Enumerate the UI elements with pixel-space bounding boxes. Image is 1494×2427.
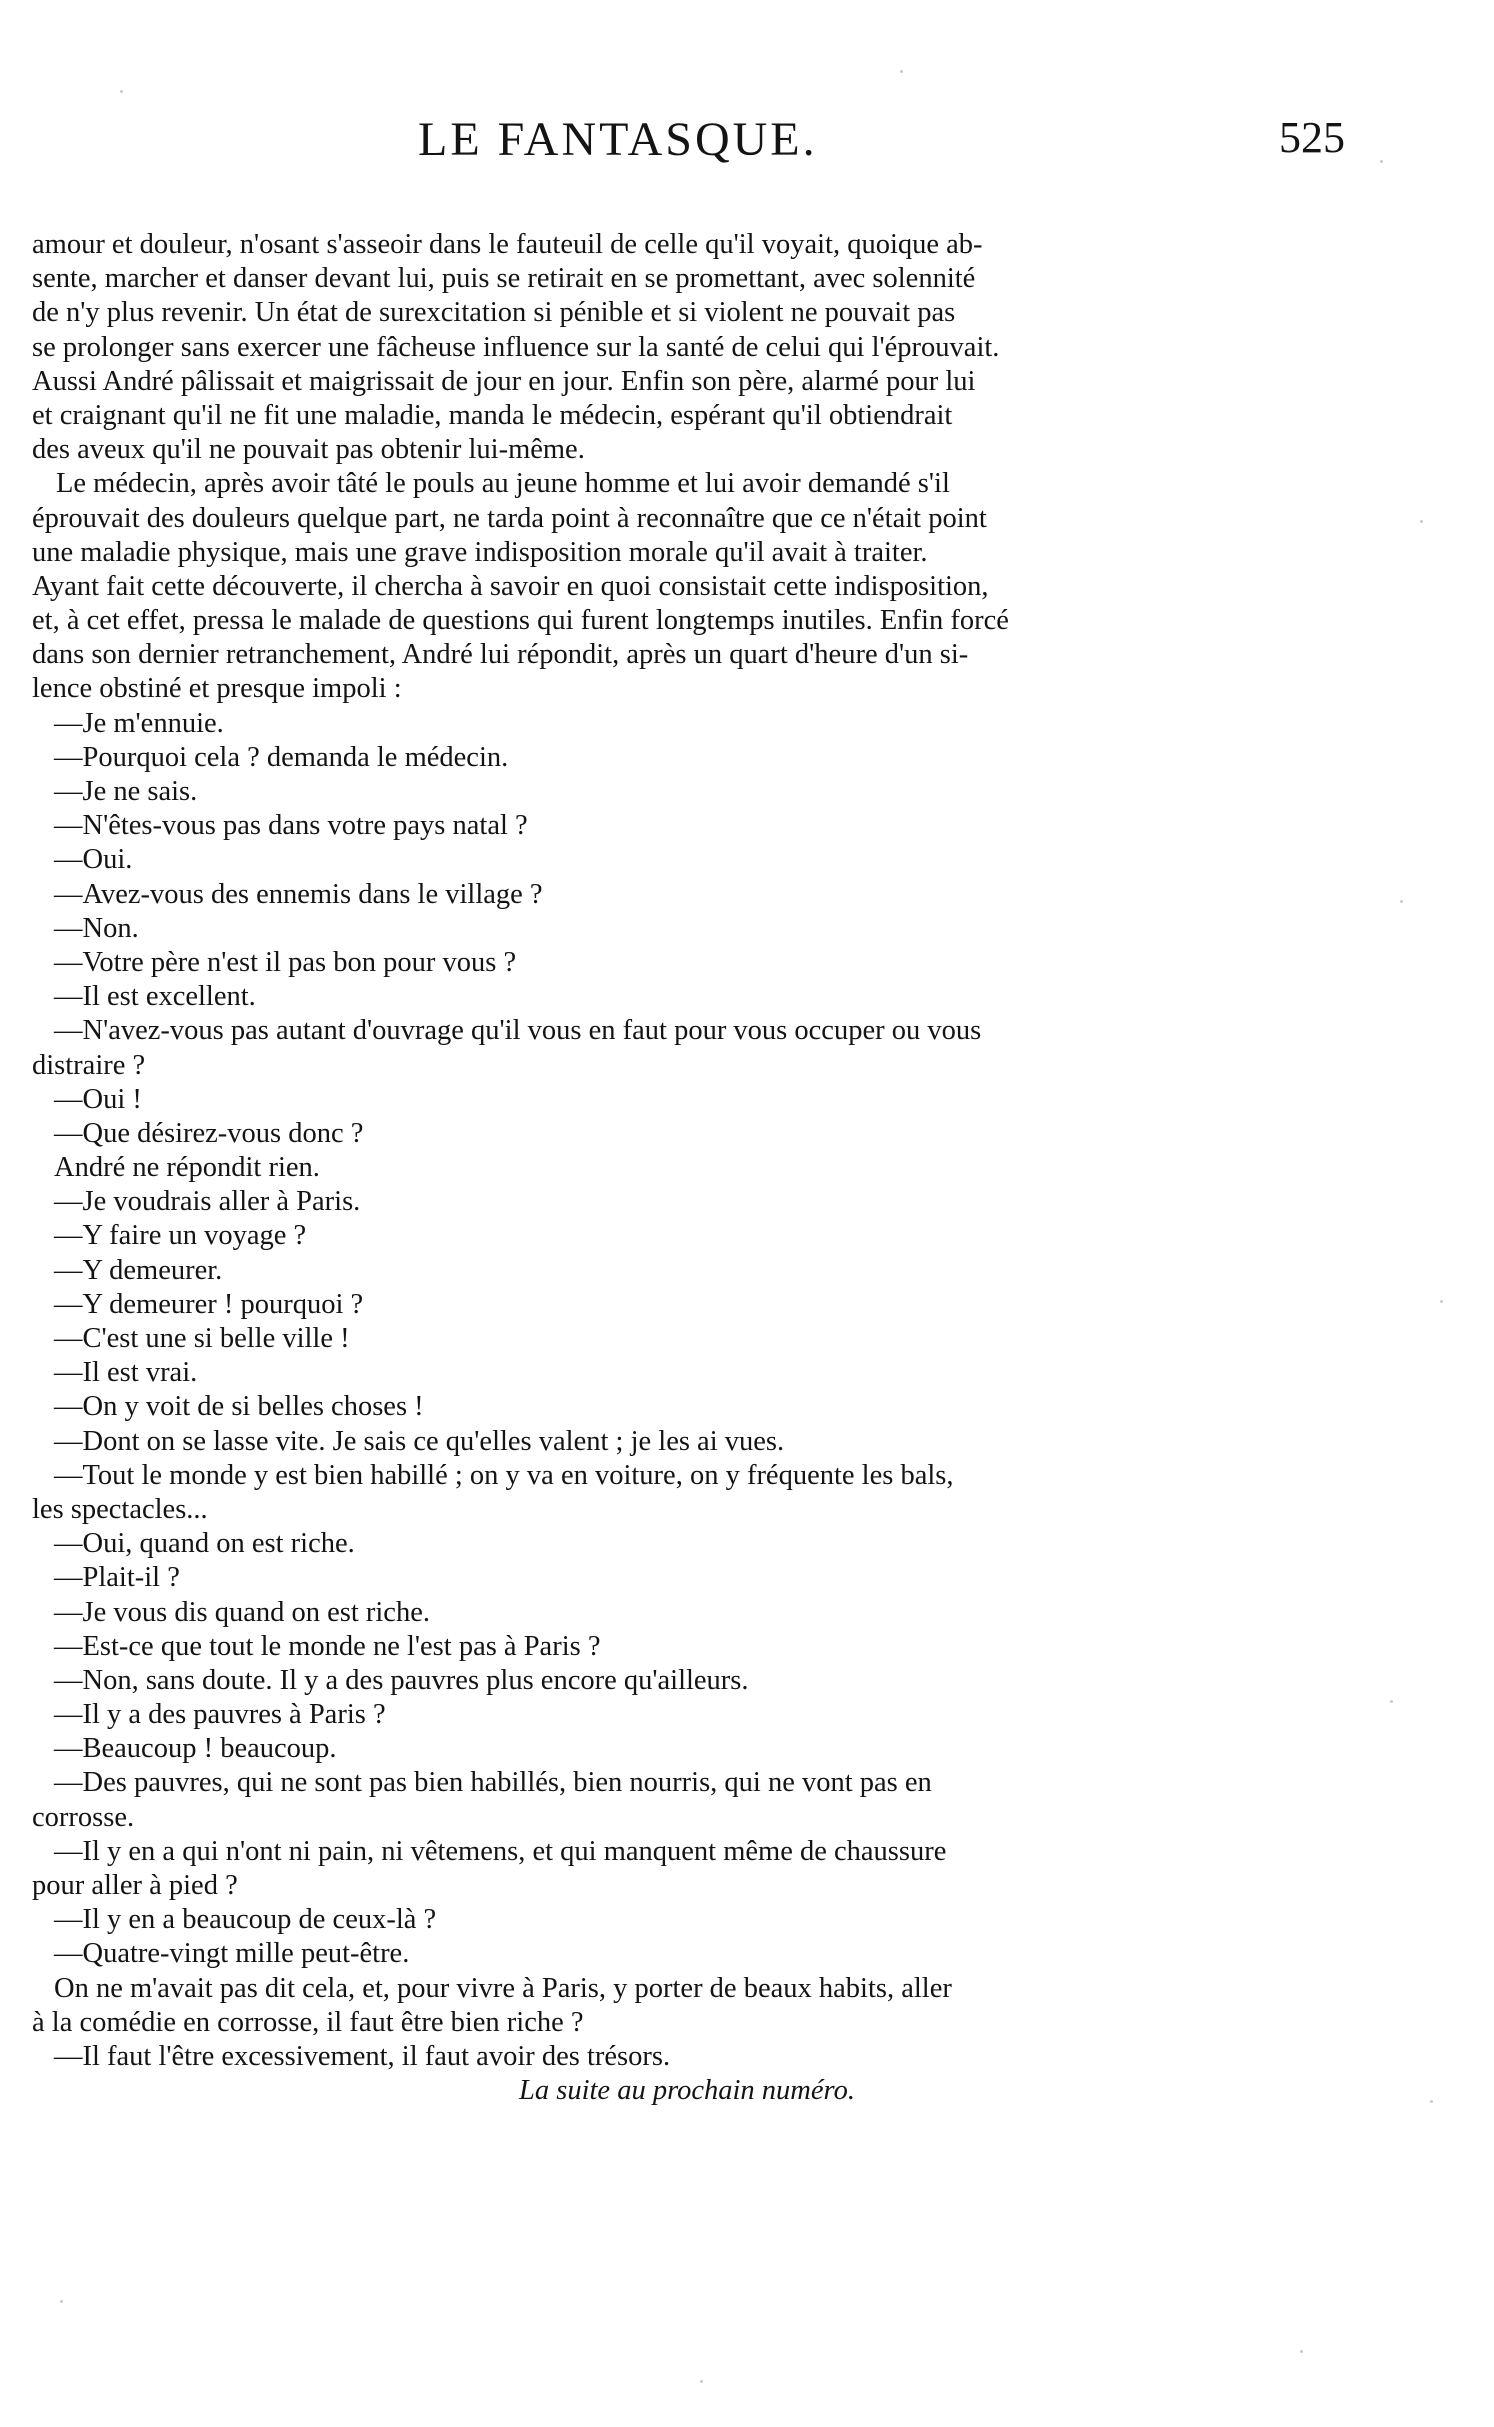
text-line: —Y demeurer. xyxy=(54,1254,223,1286)
text-line: se prolonger sans exercer une fâcheuse influence sur la santé de celui qui l'éprouvait. xyxy=(32,331,1000,363)
text-line: et, à cet effet, pressa le malade de questions qui furent longtemps inutiles. Enfin forcé xyxy=(32,605,1009,637)
page-header xyxy=(400,112,1345,182)
text-line: pour aller à pied ? xyxy=(32,1870,238,1901)
text-line: —Quatre-vingt mille peut-être. xyxy=(54,1938,410,1970)
text-line: amour et douleur, n'osant s'asseoir dans le fauteuil de celle qu'il voyait, quoique ab- xyxy=(32,229,983,260)
running-title: LE FANTASQUE. xyxy=(418,113,818,166)
print-speck xyxy=(1420,520,1423,523)
print-speck xyxy=(120,90,123,93)
text-line: —Des pauvres, qui ne sont pas bien habillés, bien nourris, qui ne vont pas en xyxy=(54,1767,932,1799)
text-line: —Il est vrai. xyxy=(54,1357,198,1389)
text-line: —Non. xyxy=(54,912,139,944)
text-line: —Il y en a beaucoup de ceux-là ? xyxy=(54,1904,437,1936)
text-line: —Est-ce que tout le monde ne l'est pas à Paris ? xyxy=(54,1630,601,1662)
text-line: éprouvait des douleurs quelque part, ne tarda point à reconnaître que ce n'était point xyxy=(32,502,987,534)
text-line: —Non, sans doute. Il y a des pauvres plus encore qu'ailleurs. xyxy=(54,1664,749,1696)
text-line: On ne m'avait pas dit cela, et, pour vivre à Paris, y porter de beaux habits, aller xyxy=(54,1972,952,2004)
text-line: —Oui. xyxy=(54,844,133,876)
text-line: —Beaucoup ! beaucoup. xyxy=(54,1733,337,1765)
text-line: —Dont on se lasse vite. Je sais ce qu'elles valent ; je les ai vues. xyxy=(54,1425,785,1457)
text-line: une maladie physique, mais une grave indisposition morale qu'il avait à traiter. xyxy=(32,536,928,568)
print-speck xyxy=(1400,900,1403,903)
text-line: André ne répondit rien. xyxy=(54,1152,320,1184)
print-speck xyxy=(1390,1700,1393,1703)
text-line: —Tout le monde y est bien habillé ; on y va en voiture, on y fréquente les bals, xyxy=(54,1459,954,1491)
text-line: —Que désirez-vous donc ? xyxy=(54,1117,364,1149)
text-line: —Il faut l'être excessivement, il faut avoir des trésors. xyxy=(54,2040,671,2072)
text-line: —On y voit de si belles choses ! xyxy=(54,1391,424,1423)
text-line: de n'y plus revenir. Un état de surexcitation si pénible et si violent ne pouvait pas xyxy=(32,297,956,329)
text-line: et craignant qu'il ne fit une maladie, manda le médecin, espérant qu'il obtiendrait xyxy=(32,399,953,431)
text-line: lence obstiné et presque impoli : xyxy=(32,673,402,705)
text-line: à la comédie en corrosse, il faut être bien riche ? xyxy=(32,2006,584,2038)
print-speck xyxy=(1440,1300,1443,1303)
continuation-note: La suite au prochain numéro. xyxy=(519,2075,855,2107)
print-speck xyxy=(60,2300,63,2303)
text-line: —C'est une si belle ville ! xyxy=(54,1323,350,1354)
text-line: —Y faire un voyage ? xyxy=(54,1220,307,1252)
text-line: Le médecin, après avoir tâté le pouls au jeune homme et lui avoir demandé s'il xyxy=(56,468,950,500)
text-line: Aussi André pâlissait et maigrissait de jour en jour. Enfin son père, alarmé pour lui xyxy=(32,365,976,397)
print-speck xyxy=(900,70,903,73)
text-line: —N'êtes-vous pas dans votre pays natal ? xyxy=(54,810,528,842)
text-line: —Je ne sais. xyxy=(54,776,198,807)
text-line: —Je voudrais aller à Paris. xyxy=(54,1186,361,1218)
text-line: —Il y en a qui n'ont ni pain, ni vêtemens, et qui manquent même de chaussure xyxy=(54,1835,947,1867)
text-line: —Y demeurer ! pourquoi ? xyxy=(54,1288,364,1320)
text-line: dans son dernier retranchement, André lui répondit, après un quart d'heure d'un si- xyxy=(32,639,969,671)
text-line: Ayant fait cette découverte, il chercha à savoir en quoi consistait cette indisposition, xyxy=(32,570,989,602)
print-speck xyxy=(1430,2100,1433,2103)
text-line: —Plait-il ? xyxy=(54,1562,180,1594)
print-speck xyxy=(700,2380,703,2383)
text-line: —Avez-vous des ennemis dans le village ? xyxy=(54,878,543,910)
text-line: —Je m'ennuie. xyxy=(54,707,224,739)
text-line: les spectacles... xyxy=(32,1493,208,1525)
text-line: —Il y a des pauvres à Paris ? xyxy=(54,1699,386,1731)
print-speck xyxy=(1300,2350,1303,2353)
text-line: sente, marcher et danser devant lui, puis se retirait en se promettant, avec solennité xyxy=(32,263,976,295)
text-line: —N'avez-vous pas autant d'ouvrage qu'il vous en faut pour vous occuper ou vous xyxy=(54,1015,982,1047)
body-text xyxy=(32,228,1342,2108)
text-line: —Pourquoi cela ? demanda le médecin. xyxy=(54,741,509,773)
text-line: —Oui, quand on est riche. xyxy=(54,1528,355,1560)
text-line: corrosse. xyxy=(32,1801,135,1833)
text-line: distraire ? xyxy=(32,1049,146,1081)
text-line: —Je vous dis quand on est riche. xyxy=(54,1596,430,1628)
print-speck xyxy=(1380,160,1383,163)
text-line: —Oui ! xyxy=(54,1083,142,1115)
text-line: —Il est excellent. xyxy=(54,981,256,1013)
text-line: des aveux qu'il ne pouvait pas obtenir lui-même. xyxy=(32,434,585,466)
page-number: 525 xyxy=(1279,113,1345,162)
text-line: —Votre père n'est il pas bon pour vous ? xyxy=(54,946,517,978)
